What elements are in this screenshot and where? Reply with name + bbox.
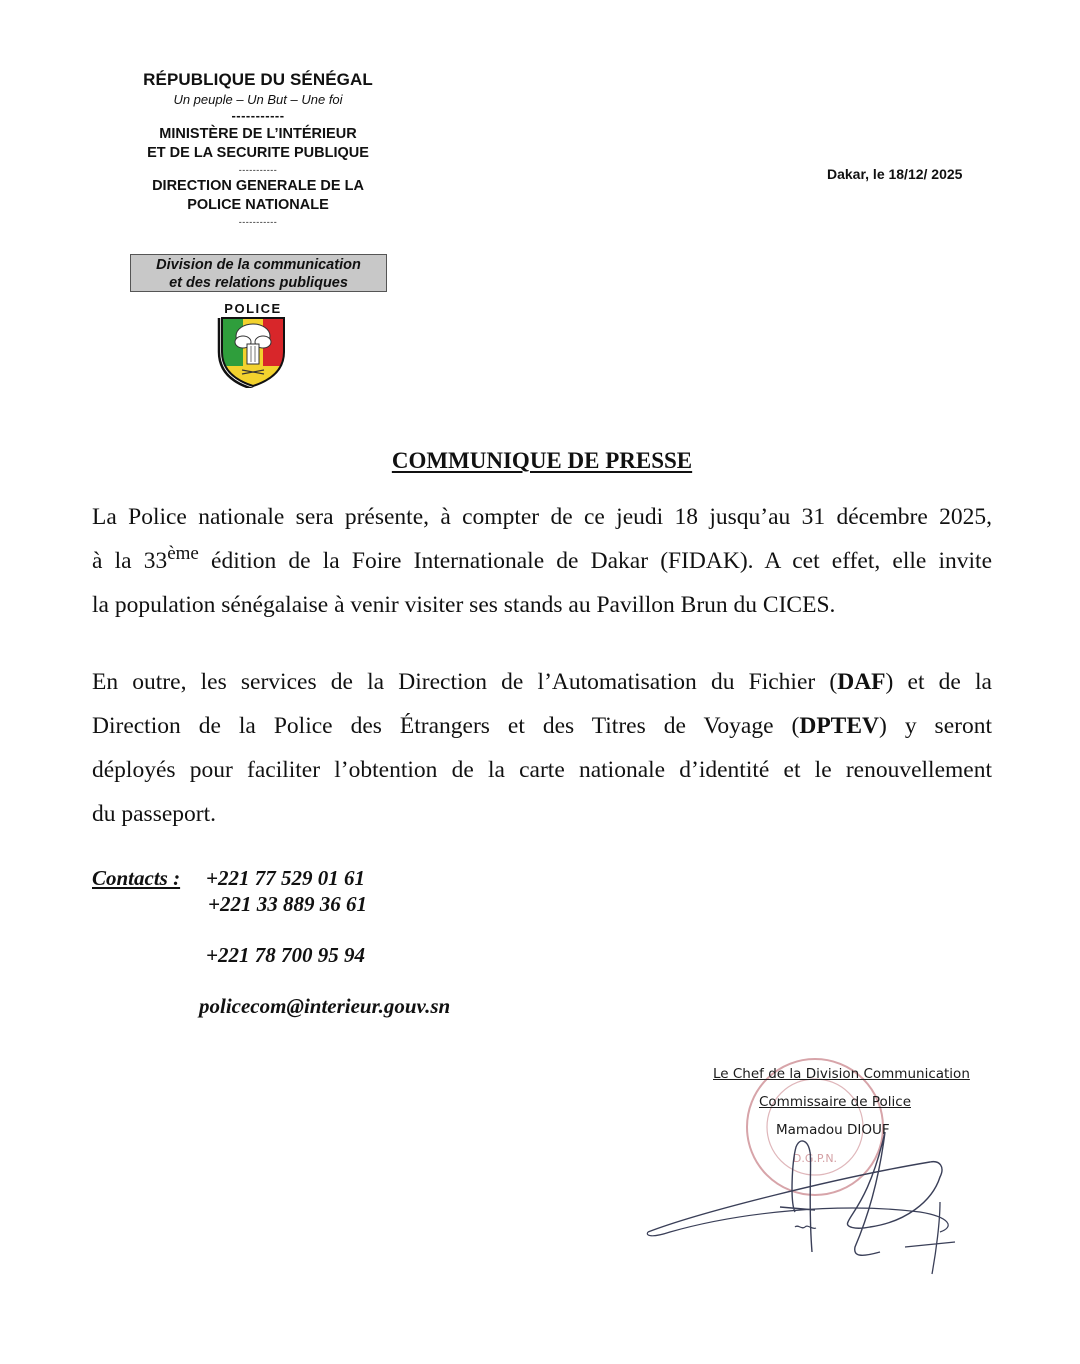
division-box (130, 254, 387, 292)
paragraph-2-line-3: déployés pour faciliter l’obtention de la carte nationale d’identité et le renouvellement (92, 757, 992, 783)
paragraph-1-line-3: la population sénégalaise à venir visiter ses stands au Pavillon Brun du CICES. (92, 592, 836, 618)
letterhead (110, 68, 406, 229)
paragraph-2-line-4: du passeport. (92, 801, 217, 827)
paragraph-1-line-1: La Police nationale sera présente, à compter de ce jeudi 18 jusqu’au 31 décembre 2025, (92, 504, 992, 530)
phone-2[interactable]: +221 33 889 36 61 (208, 892, 367, 916)
stamp-text: D.G.P.N. (792, 1152, 838, 1165)
signatory-title: Le Chef de la Division Communication (713, 1066, 970, 1082)
police-shield-icon (216, 300, 290, 388)
ministry-line-2: ET DE LA SECURITE PUBLIQUE (147, 145, 369, 161)
signatory-name: Mamadou DIOUF (776, 1122, 890, 1138)
paragraph-1-line-2-prefix: à la 33 (92, 548, 168, 574)
ordinal-suffix: ème (167, 543, 199, 564)
contacts-label: Contacts : (92, 866, 181, 890)
text: ) et de la (885, 669, 992, 695)
separator: ----------- (238, 165, 278, 175)
document-date: Dakar, le 18/12/ 2025 (827, 166, 963, 182)
text: Direction de la Police des Étrangers et des Titres de Voyage ( (92, 713, 800, 739)
signatory-rank: Commissaire de Police (759, 1094, 911, 1110)
phone-3[interactable]: +221 78 700 95 94 (206, 943, 365, 967)
text: ) y seront (879, 713, 992, 739)
division-line-2: et des relations publiques (169, 275, 348, 291)
acronym-daf: DAF (837, 669, 886, 695)
email[interactable]: policecom@interieur.gouv.sn (199, 994, 451, 1018)
signature-block (640, 1052, 980, 1292)
paragraph-1-line-2 (92, 541, 992, 585)
acronym-dptev: DPTEV (799, 713, 879, 739)
document-title (0, 447, 1080, 475)
paragraph-2-line-2 (92, 706, 992, 750)
country-name: RÉPUBLIQUE DU SÉNÉGAL (143, 70, 373, 89)
handwritten-signature-icon (640, 1052, 980, 1292)
direction-line-2: POLICE NATIONALE (187, 197, 329, 213)
phone-1[interactable]: +221 77 529 01 61 (206, 866, 365, 890)
text: En outre, les services de la Direction de l’Automatisation du Fichier ( (92, 669, 838, 695)
division-line-1: Division de la communication (156, 257, 361, 273)
paragraph-1 (92, 497, 992, 629)
paragraph-1-line-2-suffix: édition de la Foire Internationale de Dakar (FIDAK). A cet effet, elle invite (198, 548, 992, 574)
national-motto: Un peuple – Un But – Une foi (173, 92, 343, 107)
paragraph-2-line-1 (92, 662, 992, 706)
police-logo (216, 300, 290, 388)
paragraph-2 (92, 662, 992, 838)
direction-line-1: DIRECTION GENERALE DE LA (152, 178, 364, 194)
document-title-text: COMMUNIQUE DE PRESSE (391, 448, 693, 473)
separator: ----------- (231, 108, 285, 123)
ministry-line-1: MINISTÈRE DE L’INTÉRIEUR (159, 126, 357, 142)
separator: ----------- (238, 217, 278, 227)
logo-text: POLICE (224, 301, 282, 316)
